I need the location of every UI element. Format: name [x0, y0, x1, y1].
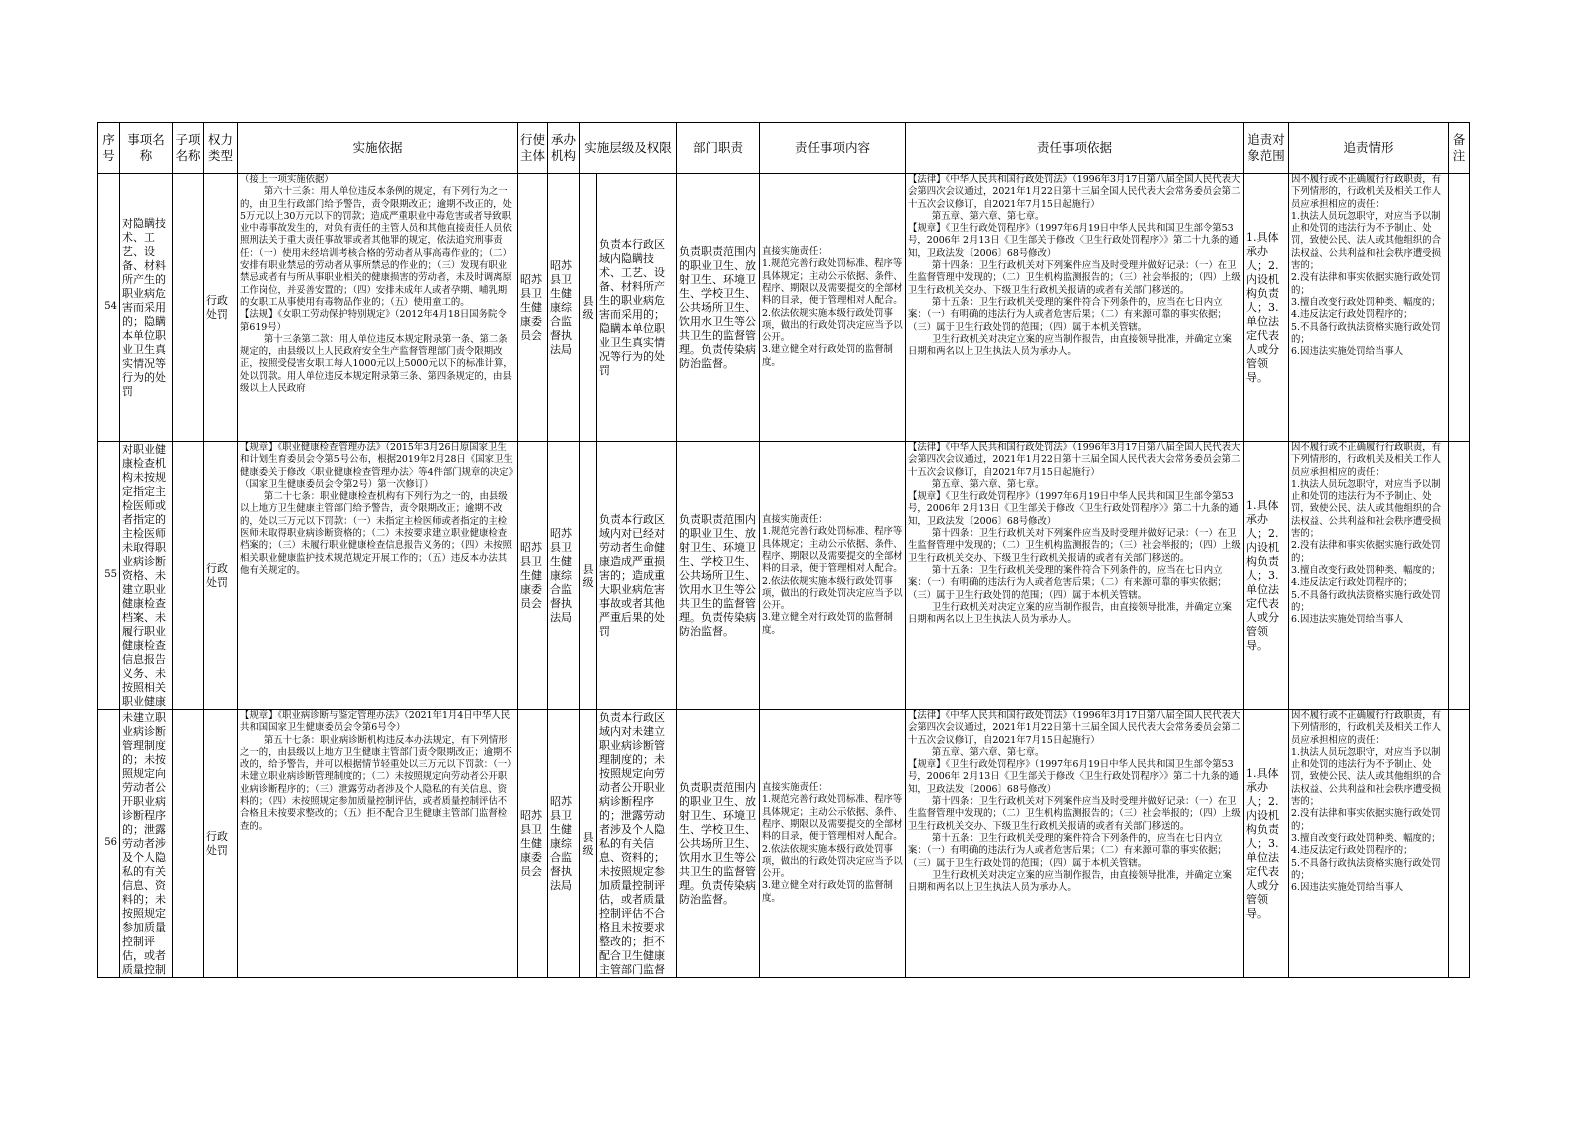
circumstance-paragraph: 1.执法人员玩忽职守，对应当予以制止和处罚的违法行为不予制止、处罚，致使公民、法人或其他组织的合法权益、公共利益和社会秩序遭受损害的； [1291, 210, 1442, 272]
item-name-text: 对职业健康检查机构未按规定指定主检医师或者指定的主检医师未取得职业病诊断资格、未建立职业健康检查档案、未履行职业健康检查信息报告义务、未按照相关职业健康 [122, 442, 166, 708]
seq-text: 55 [104, 569, 117, 581]
cell-level [580, 174, 597, 442]
resp-content-paragraph: 直接实施责任： [762, 514, 828, 526]
sub-item-text [175, 710, 201, 977]
circumstance-paragraph: 因不履行或不正确履行行政职责，有下列情形的，行政机关及相关工作人员应承担相应的责任： [1291, 442, 1442, 478]
level-text: 县级 [582, 562, 594, 589]
circumstance-paragraph: 因不履行或不正确履行行政职责，有下列情形的，行政机关及相关工作人员应承担相应的责任： [1291, 174, 1442, 210]
resp-content-text [762, 442, 903, 709]
cell-resp-content [760, 174, 906, 442]
resp-basis-paragraph: 【法律】《中华人民共和国行政处罚法》（1996年3月17日第八届全国人民代表大会第四次会议通过，2021年1月22日第十三届全国人民代表大会常务委员会第二十五次会议修订，自2021年7月15日起施行） [908, 442, 1241, 478]
resp-basis-paragraph: 第五章、第六章、第七章。 [908, 746, 1045, 758]
header-row [98, 123, 1470, 174]
cell-scope [1244, 174, 1289, 442]
subject-text: 昭苏县卫生健康委员会 [520, 808, 542, 878]
resp-content-paragraph: 1.规范完善行政处罚标准、程序等具体规定；主动公示依据、条件、程序、期限以及需要提交的全部材料的目录，便于管理相对人配合。 [762, 526, 903, 575]
sub-item-text [175, 442, 201, 709]
resp-content-paragraph: 2.依法依规实施本级行政处罚事项，做出的行政处罚决定应当予以公开。 [762, 307, 903, 344]
resp-content-paragraph: 直接实施责任： [762, 246, 828, 258]
header-remark: 备注 [1449, 123, 1470, 174]
agency-text: 昭苏县卫生健康综合监督执法局 [550, 258, 572, 356]
resp-content-paragraph: 3.建立健全对行政处罚的监督制度。 [762, 612, 893, 636]
basis-text [240, 710, 515, 977]
cell-sub-item [173, 710, 204, 978]
header-seq: 序号 [98, 123, 120, 174]
resp-basis-paragraph: 第十五条：卫生行政机关受理的案件符合下列条件的，应当在七日内立案：（一）有明确的违法行为人或者危害后果；（二）有来源可靠的事实依据；（三）属于卫生行政处罚的范围；（四）属于本机关管辖。 [908, 296, 1227, 333]
resp-content-paragraph: 2.依法依规实施本级行政处罚事项，做出的行政处罚决定应当予以公开。 [762, 843, 903, 880]
cell-sub-item [173, 174, 204, 442]
cell-subject [518, 710, 548, 978]
scope-text: 1.具体承办人；2.内设机构负责人；3.单位法定代表人或分管领导。 [1246, 766, 1280, 920]
resp-content-paragraph: 1.规范完善行政处罚标准、程序等具体规定；主动公示依据、条件、程序、期限以及需要提交的全部材料的目录，便于管理相对人配合。 [762, 794, 903, 843]
basis-paragraph: 【规章】《职业健康检查管理办法》（2015年3月26日原国家卫生和计划生育委员会令第5号公布，根据2019年2月28日《国家卫生健康委关于修改〈职业健康检查管理办法〉等4件部门规章的决定》（国家卫生健康委员会令第2号）第一次修订） [240, 442, 514, 490]
header-scope: 追责对象范围 [1244, 123, 1289, 174]
table-row [98, 710, 1470, 978]
cell-seq [98, 710, 120, 978]
cell-agency [548, 174, 580, 442]
cell-dept-duty [677, 174, 760, 442]
dept-duty-text: 负责职责范围内的职业卫生、放射卫生、环境卫生、学校卫生、公共场所卫生、饮用水卫生等公共卫生的监督管理。负责传染病防治监督。 [679, 780, 757, 906]
resp-basis-paragraph: 【规章】《卫生行政处罚程序》（1997年6月19日中华人民共和国卫生部令第53号，2006年 2月13日《卫生部关于修改〈卫生行政处罚程序〉》第二十九条的通知，卫政法发〔2006〕68号修改） [908, 223, 1239, 259]
cell-item-name [120, 710, 173, 978]
cell-resp-content [760, 710, 906, 978]
level-desc-text: 负责本行政区域内对已经对劳动者生命健康造成严重损害的；造成重大职业病危害事故或者其他严重后果的处罚 [599, 512, 665, 638]
scope-text: 1.具体承办人；2.内设机构负责人；3.单位法定代表人或分管领导。 [1246, 230, 1280, 384]
level-desc-text: 负责本行政区域内对未建立职业病诊断管理制度的；未按照规定向劳动者公开职业病诊断程序的；泄露劳动者涉及个人隐私的有关信息、资料的；未按照规定参加质量控制评估，或者质量控制评估不合格且未按要求整改的；拒不配合卫生健康主管部门监督 [599, 710, 665, 976]
circumstance-paragraph: 3.擅自改变行政处罚种类、幅度的； [1291, 832, 1441, 844]
power-type-text: 行政处罚 [206, 561, 228, 589]
cell-level [580, 442, 597, 710]
cell-remark [1449, 710, 1470, 978]
resp-content-paragraph: 1.规范完善行政处罚标准、程序等具体规定；主动公示依据、条件、程序、期限以及需要提交的全部材料的目录，便于管理相对人配合。 [762, 258, 903, 307]
cell-power-type [204, 174, 238, 442]
resp-basis-paragraph: 第十四条：卫生行政机关对下列案件应当及时受理并做好记录：（一）在卫生监督管理中发现的；（二）卫生机构监测报告的；（三）社会举报的；（四）上级卫生行政机关交办、下级卫生行政机关报请的或者有关部门移送的。 [908, 260, 1241, 296]
cell-level-desc [597, 710, 677, 978]
table-row [98, 174, 1470, 442]
circumstance-paragraph: 6.因违法实施处罚给当事人 [1291, 614, 1404, 626]
basis-paragraph: 第十三条第二款：用人单位违反本规定附录第一条、第二条规定的，由县级以上人民政府安全生产监督管理部门责令限期改正，按照受侵害女职工每人1000元以上5000元以下的标准计算，处以罚款。用人单位违反本规定附录第三条、第四条规定的，由县级以上人民政府 [240, 333, 513, 395]
cell-circumstance [1289, 174, 1449, 442]
cell-dept-duty [677, 442, 760, 710]
cell-power-type [204, 442, 238, 710]
resp-content-paragraph: 2.依法依规实施本级行政处罚事项，做出的行政处罚决定应当予以公开。 [762, 575, 903, 612]
sub-item-text [175, 174, 201, 441]
table-row [98, 442, 1470, 710]
cell-dept-duty [677, 710, 760, 978]
power-type-text: 行政处罚 [206, 293, 228, 321]
basis-paragraph: 第二十七条：职业健康检查机构有下列行为之一的，由县级以上地方卫生健康主管部门给予警告，责令限期改正；逾期不改的，处以三万元以下罚款：（一）未指定主检医师或者指定的主检医师未取得职业病诊断资格的；（二）未按要求建立职业健康检查档案的；（三）未履行职业健康检查信息报告义务的；（四）未按照相关职业健康监护技术规范规定开展工作的；（五）违反本办法其他有关规定的。 [240, 491, 512, 576]
circumstance-paragraph: 1.执法人员玩忽职守，对应当予以制止和处罚的违法行为不予制止、处罚，致使公民、法人或其他组织的合法权益、公共利益和社会秩序遭受损害的； [1291, 478, 1442, 540]
basis-paragraph: 【规章】《职业病诊断与鉴定管理办法》（2021年1月4日中华人民共和国国家卫生健康委员会令第6号令） [240, 710, 511, 734]
resp-basis-paragraph: 【法律】《中华人民共和国行政处罚法》（1996年3月17日第八届全国人民代表大会第四次会议通过，2021年1月22日第十三届全国人民代表大会常务委员会第二十五次会议修订，自2021年7月15日起施行） [908, 174, 1241, 210]
cell-basis [238, 442, 518, 710]
circumstance-paragraph: 5.不具备行政执法资格实施行政处罚的； [1291, 857, 1441, 881]
subject-text: 昭苏县卫生健康委员会 [520, 540, 542, 610]
cell-resp-basis [906, 710, 1244, 978]
resp-basis-text [908, 174, 1241, 441]
header-agency: 承办机构 [548, 123, 580, 174]
resp-content-text [762, 174, 903, 441]
header-level: 实施层级及权限 [580, 123, 677, 174]
resp-content-paragraph: 3.建立健全对行政处罚的监督制度。 [762, 344, 893, 368]
resp-basis-paragraph: 卫生行政机关对决定立案的应当制作报告，由直接领导批准，并确定立案日期和两名以上卫生执法人员为承办人。 [908, 869, 1232, 894]
cell-level-desc [597, 174, 677, 442]
header-item-name: 事项名称 [120, 123, 173, 174]
header-resp-basis: 责任事项依据 [906, 123, 1244, 174]
resp-basis-paragraph: 卫生行政机关对决定立案的应当制作报告，由直接领导批准，并确定立案日期和两名以上卫生执法人员为承办人。 [908, 333, 1232, 358]
resp-basis-paragraph: 第十四条：卫生行政机关对下列案件应当及时受理并做好记录：（一）在卫生监督管理中发现的；（二）卫生机构监测报告的；（三）社会举报的；（四）上级卫生行政机关交办、下级卫生行政机关报请的或者有关部门移送的。 [908, 796, 1241, 832]
cell-sub-item [173, 442, 204, 710]
cell-power-type [204, 710, 238, 978]
circumstance-paragraph: 5.不具备行政执法资格实施行政处罚的； [1291, 321, 1441, 345]
cell-seq [98, 442, 120, 710]
cell-scope [1244, 442, 1289, 710]
cell-remark [1449, 174, 1470, 442]
remark-text [1451, 174, 1467, 441]
cell-level-desc [597, 442, 677, 710]
resp-content-paragraph: 直接实施责任： [762, 782, 828, 794]
resp-basis-paragraph: 第五章、第六章、第七章。 [908, 478, 1045, 490]
circumstance-paragraph: 2.没有法律和事实依据实施行政处罚的； [1291, 272, 1441, 296]
circumstance-text [1291, 174, 1446, 441]
seq-text: 54 [104, 301, 117, 313]
circumstance-paragraph: 3.擅自改变行政处罚种类、幅度的； [1291, 296, 1441, 308]
circumstance-paragraph: 4.违反法定行政处罚程序的； [1291, 577, 1413, 589]
cell-agency [548, 710, 580, 978]
header-basis: 实施依据 [238, 123, 518, 174]
cell-resp-basis [906, 442, 1244, 710]
power-responsibility-table [97, 122, 1470, 978]
cell-circumstance [1289, 442, 1449, 710]
table-body [98, 174, 1470, 978]
power-type-text: 行政处罚 [206, 829, 228, 857]
remark-text [1451, 442, 1467, 709]
cell-seq [98, 174, 120, 442]
resp-basis-paragraph: 卫生行政机关对决定立案的应当制作报告，由直接领导批准，并确定立案日期和两名以上卫生执法人员为承办人。 [908, 601, 1232, 626]
resp-basis-paragraph: 第五章、第六章、第七章。 [908, 210, 1045, 222]
cell-subject [518, 174, 548, 442]
level-text: 县级 [582, 830, 594, 857]
resp-content-paragraph: 3.建立健全对行政处罚的监督制度。 [762, 880, 893, 904]
header-circumstance: 追责情形 [1289, 123, 1449, 174]
remark-text [1451, 710, 1467, 977]
level-desc-text: 负责本行政区域内隐瞒技术、工艺、设备、材料所产生的职业病危害而采用的；隐瞒本单位职业卫生真实情况等行为的处罚 [599, 237, 665, 377]
resp-content-text [762, 710, 903, 977]
cell-subject [518, 442, 548, 710]
dept-duty-text: 负责职责范围内的职业卫生、放射卫生、环境卫生、学校卫生、公共场所卫生、饮用水卫生等公共卫生的监督管理。负责传染病防治监督。 [679, 512, 757, 638]
cell-level [580, 710, 597, 978]
circumstance-text [1291, 710, 1446, 977]
resp-basis-paragraph: 【规章】《卫生行政处罚程序》（1997年6月19日中华人民共和国卫生部令第53号，2006年 2月13日《卫生部关于修改〈卫生行政处罚程序〉》第二十九条的通知，卫政法发〔2006〕68号修改） [908, 491, 1239, 527]
cell-agency [548, 442, 580, 710]
resp-basis-paragraph: 第十四条：卫生行政机关对下列案件应当及时受理并做好记录：（一）在卫生监督管理中发现的；（二）卫生机构监测报告的；（三）社会举报的；（四）上级卫生行政机关交办、下级卫生行政机关报请的或者有关部门移送的。 [908, 528, 1241, 564]
subject-text: 昭苏县卫生健康委员会 [520, 272, 542, 342]
level-text: 县级 [582, 294, 594, 321]
basis-paragraph: 【法规】《女职工劳动保护特别规定》（2012年4月18日国务院令第619号） [240, 309, 507, 333]
resp-basis-paragraph: 第十五条：卫生行政机关受理的案件符合下列条件的，应当在七日内立案：（一）有明确的违法行为人或者危害后果；（二）有来源可靠的事实依据；（三）属于卫生行政处罚的范围；（四）属于本机关管辖。 [908, 832, 1227, 869]
cell-resp-basis [906, 174, 1244, 442]
basis-text [240, 174, 515, 441]
header-power-type: 权力类型 [204, 123, 238, 174]
agency-text: 昭苏县卫生健康综合监督执法局 [550, 794, 572, 892]
header-sub-item: 子项名称 [173, 123, 204, 174]
circumstance-paragraph: 1.执法人员玩忽职守，对应当予以制止和处罚的违法行为不予制止、处罚，致使公民、法人或其他组织的合法权益、公共利益和社会秩序遭受损害的； [1291, 746, 1442, 808]
basis-paragraph: 第五十七条：职业病诊断机构违反本办法规定，有下列情形之一的，由县级以上地方卫生健康主管部门责令限期改正；逾期不改的，给予警告，并可以根据情节轻重处以三万元以下罚款：（一）未建立职业病诊断管理制度的；（二）未按照规定向劳动者公开职业病诊断程序的；（三）泄露劳动者涉及个人隐私的有关信息、资料的；（四）未按照规定参加质量控制评估，或者质量控制评估不合格且未按要求整改的；（五）拒不配合卫生健康主管部门监督检查的。 [240, 734, 512, 832]
power-list-sheet [97, 122, 1469, 978]
cell-basis [238, 710, 518, 978]
resp-basis-paragraph: 第十五条：卫生行政机关受理的案件符合下列条件的，应当在七日内立案：（一）有明确的违法行为人或者危害后果；（二）有来源可靠的事实依据；（三）属于卫生行政处罚的范围；（四）属于本机关管辖。 [908, 564, 1227, 601]
circumstance-paragraph: 3.擅自改变行政处罚种类、幅度的； [1291, 564, 1441, 576]
circumstance-paragraph: 6.因违法实施处罚给当事人 [1291, 882, 1404, 894]
cell-item-name [120, 442, 173, 710]
circumstance-paragraph: 2.没有法律和事实依据实施行政处罚的； [1291, 540, 1441, 564]
resp-basis-paragraph: 【法律】《中华人民共和国行政处罚法》（1996年3月17日第八届全国人民代表大会第四次会议通过，2021年1月22日第十三届全国人民代表大会常务委员会第二十五次会议修订，自2021年7月15日起施行） [908, 710, 1241, 746]
resp-basis-text [908, 710, 1241, 977]
basis-text [240, 442, 515, 709]
cell-resp-content [760, 442, 906, 710]
item-name-text: 对隐瞒技术、工艺、设备、材料所产生的职业病危害而采用的；隐瞒本单位职业卫生真实情况等行为的处罚 [122, 216, 166, 398]
circumstance-paragraph: 因不履行或不正确履行行政职责，有下列情形的，行政机关及相关工作人员应承担相应的责任： [1291, 710, 1442, 746]
cell-remark [1449, 442, 1470, 710]
cell-scope [1244, 710, 1289, 978]
header-resp-content: 责任事项内容 [760, 123, 906, 174]
agency-text: 昭苏县卫生健康综合监督执法局 [550, 526, 572, 624]
seq-text: 56 [104, 837, 117, 849]
circumstance-paragraph: 5.不具备行政执法资格实施行政处罚的； [1291, 589, 1441, 613]
header-subject: 行使主体 [518, 123, 548, 174]
circumstance-paragraph: 4.违反法定行政处罚程序的； [1291, 309, 1413, 321]
circumstance-text [1291, 442, 1446, 709]
circumstance-paragraph: 2.没有法律和事实依据实施行政处罚的； [1291, 808, 1441, 832]
item-name-text: 未建立职业病诊断管理制度的；未按照规定向劳动者公开职业病诊断程序的；泄露劳动者涉及个人隐私的有关信息、资料的；未按照规定参加质量控制评估，或者质量控制 [122, 710, 166, 976]
cell-item-name [120, 174, 173, 442]
scope-text: 1.具体承办人；2.内设机构负责人；3.单位法定代表人或分管领导。 [1246, 498, 1280, 652]
circumstance-paragraph: 4.违反法定行政处罚程序的； [1291, 845, 1413, 857]
basis-paragraph: 第六十三条：用人单位违反本条例的规定，有下列行为之一的，由卫生行政部门给予警告，责令限期改正；逾期不改正的，处5万元以上30万元以下的罚款；造成严重职业中毒危害或者导致职业中毒事故发生的，对负有责任的主管人员和其他直接责任人员依照刑法关于重大责任事故罪或者其他罪的规定，依法追究刑事责任：（一）使用未经培训考核合格的劳动者从事高毒作业的；（二）安排有职业禁忌的劳动者从事所禁忌的作业的；（三）发现有职业禁忌或者有与所从事职业相关的健康损害的劳动者，未及时调离原工作岗位，并妥善安置的；（四）安排未成年人或者孕期、哺乳期的女职工从事使用有毒物品作业的；（五）使用童工的。 [240, 186, 512, 308]
dept-duty-text: 负责职责范围内的职业卫生、放射卫生、环境卫生、学校卫生、公共场所卫生、饮用水卫生等公共卫生的监督管理。负责传染病防治监督。 [679, 244, 757, 370]
resp-basis-text [908, 442, 1241, 709]
circumstance-paragraph: 6.因违法实施处罚给当事人 [1291, 346, 1404, 358]
cell-circumstance [1289, 710, 1449, 978]
resp-basis-paragraph: 【规章】《卫生行政处罚程序》（1997年6月19日中华人民共和国卫生部令第53号，2006年 2月13日《卫生部关于修改〈卫生行政处罚程序〉》第二十九条的通知，卫政法发〔2006〕68号修改） [908, 759, 1239, 795]
cell-basis [238, 174, 518, 442]
basis-paragraph: （接上一项实施依据） [240, 174, 334, 185]
header-dept-duty: 部门职责 [677, 123, 760, 174]
